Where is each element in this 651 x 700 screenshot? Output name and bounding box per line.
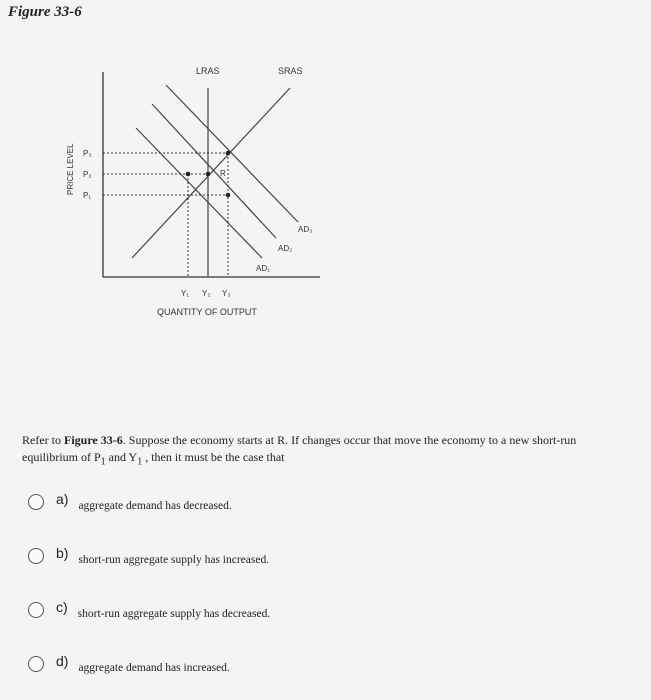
y2-label: Y₂ — [202, 289, 211, 298]
ad2-label: AD₂ — [278, 244, 293, 253]
p2-label: P₂ — [83, 170, 92, 179]
radio-button[interactable] — [28, 602, 44, 618]
option-text: short-run aggregate supply has decreased. — [77, 608, 271, 620]
ad3-label: AD₃ — [298, 225, 313, 234]
option-b[interactable] — [28, 546, 269, 566]
option-text: aggregate demand has decreased. — [78, 500, 232, 512]
radio-button[interactable] — [28, 656, 44, 672]
option-d[interactable] — [28, 654, 230, 674]
option-letter: c) — [56, 599, 68, 615]
option-letter: b) — [56, 545, 69, 561]
option-text: aggregate demand has increased. — [78, 662, 230, 674]
radio-button[interactable] — [28, 548, 44, 564]
ad3-curve — [166, 85, 298, 222]
p3-label: P₃ — [83, 149, 92, 158]
p1-label: P₁ — [83, 191, 92, 200]
ad1-curve — [136, 128, 262, 258]
quantity-label: QUANTITY OF OUTPUT — [157, 307, 257, 317]
option-a[interactable] — [28, 492, 232, 512]
figure-33-6-graph — [0, 0, 651, 330]
radio-button[interactable] — [28, 494, 44, 510]
ad1-label: AD₁ — [256, 264, 270, 273]
point-r — [206, 172, 211, 177]
option-letter: d) — [56, 653, 69, 669]
point-mid-left — [186, 172, 191, 177]
option-c[interactable] — [28, 600, 270, 620]
figure-title: Figure 33-6 — [8, 4, 82, 20]
sras-label: SRAS — [278, 66, 303, 76]
option-text: short-run aggregate supply has increased. — [78, 554, 270, 566]
ad2-curve — [152, 104, 276, 238]
question-text: Refer to Figure 33-6. Suppose the economy starts at R. If changes occur that move the economy to a new short-run equilibrium of $P_1$ and $Y_1$ , then it must be the case that — [22, 433, 577, 468]
point-top — [226, 151, 231, 156]
r-label: R — [220, 169, 226, 178]
lras-label: LRAS — [196, 66, 220, 76]
figure-reference: Figure 33-6 — [63, 433, 123, 447]
sras-curve — [132, 88, 293, 258]
y3-label: Y₃ — [222, 289, 231, 298]
y1-label: Y₁ — [181, 289, 190, 298]
price-level-label: PRICE LEVEL — [66, 143, 75, 195]
point-bottom — [226, 193, 231, 198]
option-letter: a) — [56, 491, 69, 507]
